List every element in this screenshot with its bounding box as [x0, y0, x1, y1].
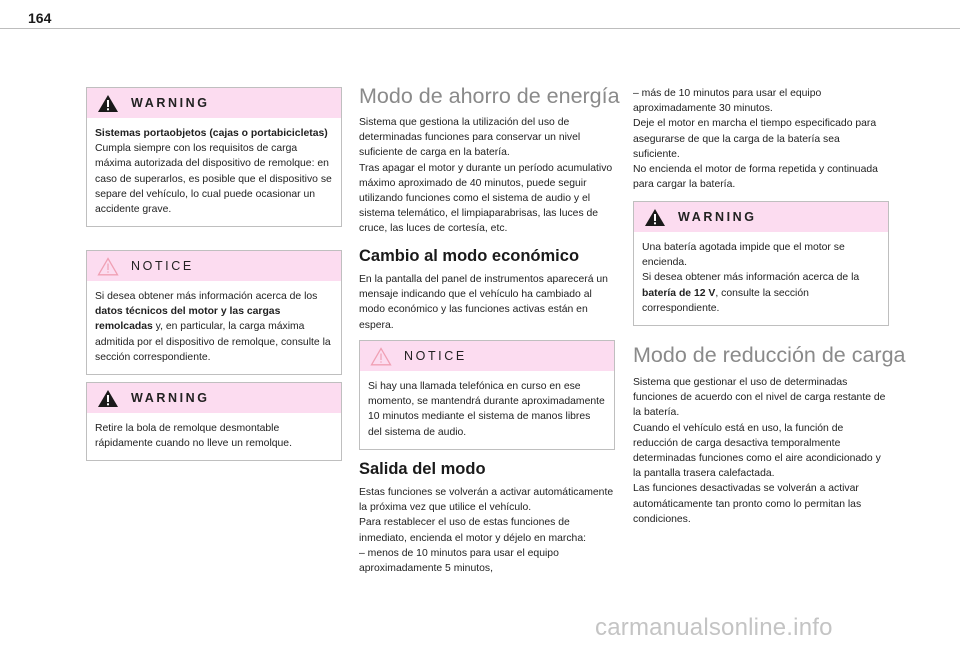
heading-exit-mode: Salida del modo: [359, 460, 486, 478]
notice-text: Si desea obtener más información acerca de los datos técnicos del motor y las cargas remolcadas y, en particular, la carga máxima admitida por el dispositivo de remolque, consulte la sección correspondiente.: [95, 291, 331, 363]
notice-box-phone-call: [359, 340, 615, 450]
warning-text: Cumpla siempre con los requisitos de carga máxima autorizada del dispositivo de remolque: en caso de superarlos, es posible que el dispositivo se separe del vehículo, lo cual puede ocasionar un accidente grave.: [95, 143, 332, 216]
notice-triangle-icon: [370, 347, 392, 366]
load-reduction-text: Sistema que gestionar el uso de determinadas funciones de acuerdo con el nivel de carga restante de la batería. Cuando el vehículo está en uso, la función de reducción de carga desactiva temporalmente determinadas funciones como el aire acondicionado y la pantalla trasera calefactada. Las funciones desactivadas se volverán a activar automáticamente tan pronto como lo permitan las condiciones.: [633, 377, 886, 525]
exit-mode-continued-text: – más de 10 minutos para usar el equipo aproximadamente 30 minutos. Deje el motor en marcha el tiempo especificado para asegurarse de que la carga de la batería sea suficiente. No encienda el motor de forma repetida y continuada para cargar la batería.: [633, 88, 878, 191]
warning-box-tow-ball: [86, 382, 342, 461]
heading-energy-saving: Modo de ahorro de energía: [359, 84, 620, 108]
page-number: 164: [28, 10, 52, 26]
warning-text: Retire la bola de remolque desmontable rápidamente cuando no lleve un remolque.: [95, 423, 292, 450]
notice-label: NOTICE: [131, 259, 194, 273]
warning-header: [87, 383, 341, 413]
economic-mode-text: En la pantalla del panel de instrumentos aparecerá un mensaje indicando que el vehículo ha cambiado al modo económico y las funciones activas están en espera.: [359, 274, 608, 331]
warning-triangle-icon: [97, 94, 119, 113]
warning-header: [634, 202, 888, 232]
warning-text: Una batería agotada impide que el motor se encienda.: [642, 242, 845, 269]
header-rule: [0, 28, 960, 29]
warning-text-battery-ref: Si desea obtener más información acerca de la batería de 12 V, consulte la sección correspondiente.: [642, 272, 860, 314]
warning-label: WARNING: [131, 96, 210, 110]
warning-label: WARNING: [678, 210, 757, 224]
warning-triangle-icon: [644, 208, 666, 227]
notice-header: [360, 341, 614, 371]
heading-load-reduction: Modo de reducción de carga: [633, 343, 906, 367]
notice-header: [87, 251, 341, 281]
notice-box-technical-data: [86, 250, 342, 375]
warning-triangle-icon: [97, 389, 119, 408]
notice-label: NOTICE: [404, 349, 467, 363]
warning-header: [87, 88, 341, 118]
heading-economic-mode: Cambio al modo económico: [359, 247, 580, 265]
warning-box-carriers: [86, 87, 342, 227]
watermark: carmanualsonline.info: [595, 614, 833, 641]
notice-triangle-icon: [97, 257, 119, 276]
energy-saving-text: Sistema que gestiona la utilización del uso de determinadas funciones para conservar un nivel suficiente de carga en la batería. Tras apagar el motor y durante un período acumulativo máximo aproximado de 40 minutos, puede seguir utilizando funciones como el sistema de audio y el sistema telemático, el limpiaparabrisas, las luces de cruce, las luces de cortesía, etc.: [359, 117, 613, 235]
notice-text: Si hay una llamada telefónica en curso en ese momento, se mantendrá durante aproximadamente 10 minutos mediante el sistema de manos libres del sistema de audio.: [368, 381, 605, 438]
warning-label: WARNING: [131, 391, 210, 405]
warning-title: Sistemas portaobjetos (cajas o portabicicletas): [95, 128, 328, 139]
warning-box-battery: [633, 201, 889, 326]
exit-mode-text: Estas funciones se volverán a activar automáticamente la próxima vez que utilice el vehículo. Para restablecer el uso de estas funciones de inmediato, encienda el motor y déjelo en marcha: – menos de 10 minutos para usar el equipo aproximadamente 5 minutos,: [359, 487, 614, 575]
